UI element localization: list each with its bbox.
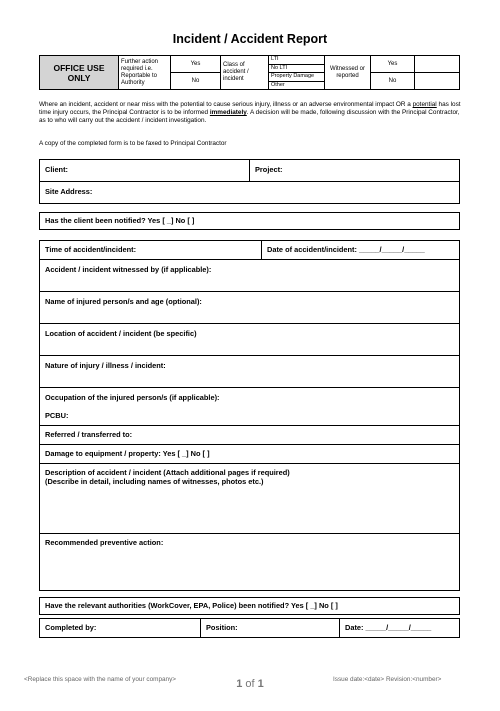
class-option-other[interactable]: Other (269, 81, 325, 90)
description-label-2: (Describe in detail, including names of witnesses, photos etc.) (45, 477, 264, 486)
intro-immediately: immediately (209, 109, 247, 116)
intro-potential: potential (412, 101, 437, 108)
class-option-lti[interactable]: LTI (269, 56, 325, 65)
client-notified-box (39, 212, 460, 230)
date-completed-field[interactable]: Date: _____/_____/_____ (339, 619, 459, 637)
intro-text-c: . A decision will be made, following discussion with the Principal Contractor, as to who will carry out the accident / incident investigation. (39, 109, 460, 124)
time-field[interactable]: Time of accident/incident: (45, 245, 137, 254)
date-field[interactable]: Date of accident/incident: _____/_____/_____ (261, 241, 459, 259)
further-action-yes[interactable]: Yes (171, 56, 221, 73)
nature-field[interactable]: Nature of injury / illness / incident: (40, 356, 459, 388)
witnessed-yes-box[interactable] (415, 56, 460, 73)
pcbu-label: PCBU: (45, 411, 69, 420)
class-option-no-lti[interactable]: No LTI (269, 64, 325, 73)
witnessed-no[interactable]: No (371, 73, 415, 90)
footer-issue: Issue date:<date> Revision:<number> (333, 676, 442, 683)
injured-name-field[interactable]: Name of injured person/s and age (optional): (40, 292, 459, 324)
completed-by-field[interactable]: Completed by: (45, 623, 97, 632)
witnessed-by-field[interactable]: Accident / incident witnessed by (if applicable): (40, 260, 459, 292)
client-field[interactable]: Client: (45, 165, 68, 174)
page-current: 1 (236, 678, 243, 690)
position-field[interactable]: Position: (200, 619, 339, 637)
location-field[interactable]: Location of accident / incident (be specific) (40, 324, 459, 356)
description-field[interactable] (40, 464, 459, 534)
witnessed-yes[interactable]: Yes (371, 56, 415, 73)
authorities-box (39, 597, 460, 615)
class-of-label: Class of accident / incident (221, 56, 269, 90)
office-use-table (39, 55, 460, 90)
description-label-1: Description of accident / incident (Attach additional pages if required) (45, 468, 290, 477)
client-box (39, 159, 460, 204)
occupation-pcbu-field[interactable] (40, 388, 459, 426)
preventive-action-field[interactable]: Recommended preventive action: (45, 538, 164, 547)
further-action-no[interactable]: No (171, 73, 221, 90)
damage-field[interactable]: Damage to equipment / property: Yes [ _] No [ ] (40, 445, 459, 464)
incident-details-box (39, 240, 460, 591)
further-action-label: Further action required i.e. Reportable to Authority (119, 56, 171, 90)
footer-company: <Replace this space with the name of your company> (24, 676, 177, 683)
occupation-label: Occupation of the injured person/s (if applicable): (45, 393, 220, 402)
completed-box (39, 618, 460, 638)
page-title: Incident / Accident Report (172, 32, 328, 46)
class-option-property-damage[interactable]: Property Damage (269, 73, 325, 82)
page-total: 1 (257, 678, 264, 690)
intro-paragraph (39, 101, 461, 125)
intro-text-b: has lost time injury occurs, the Principal Contractor is to be informed (39, 101, 461, 116)
page-of: of (245, 678, 255, 690)
intro-text-a: Where an incident, accident or near miss with the potential to cause serious injury, illness or an adverse environmental impact OR a (39, 101, 413, 108)
referred-field[interactable]: Referred / transferred to: (40, 426, 459, 445)
witnessed-label: Witnessed or reported (325, 56, 371, 90)
office-use-label: OFFICE USE ONLY (40, 56, 119, 90)
site-address-field[interactable]: Site Address: (45, 187, 93, 196)
client-notified-field[interactable]: Has the client been notified? Yes [ _] No [ ] (45, 216, 195, 225)
fax-note: A copy of the completed form is to be faxed to Principal Contractor (39, 140, 227, 147)
authorities-field[interactable]: Have the relevant authorities (WorkCover, EPA, Police) been notified? Yes [ _] No [ ] (45, 601, 338, 610)
witnessed-no-box[interactable] (415, 73, 460, 90)
project-field[interactable]: Project: (249, 160, 459, 181)
